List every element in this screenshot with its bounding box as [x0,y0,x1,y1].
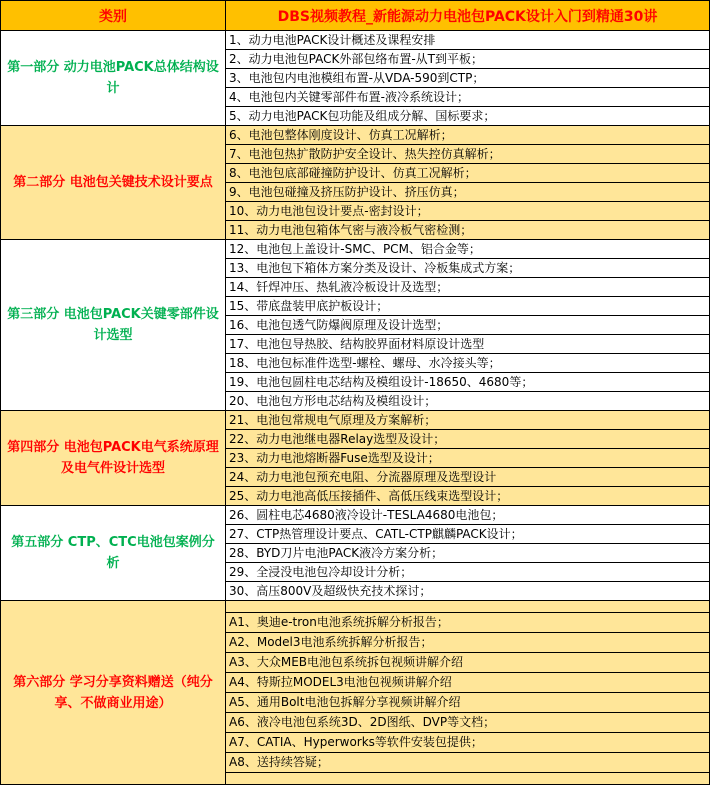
lesson-item: 2、动力电池包PACK外部包络布置-从T到平板； [226,50,710,69]
lesson-item: 5、动力电池PACK包功能及组成分解、国标要求； [226,107,710,126]
lesson-item: 1、动力电池PACK设计概述及课程安排 [226,31,710,50]
lesson-item: 16、电池包透气防爆阀原理及设计选型； [226,316,710,335]
lesson-item: 13、电池包下箱体方案分类及设计、冷板集成式方案； [226,259,710,278]
lesson-item: 12、电池包上盖设计-SMC、PCM、铝合金等； [226,240,710,259]
lesson-item: 29、全浸没电池包冷却设计分析； [226,563,710,582]
lesson-item: 10、动力电池包设计要点-密封设计； [226,202,710,221]
lesson-item: 22、动力电池继电器Relay选型及设计； [226,430,710,449]
lesson-item: 8、电池包底部碰撞防护设计、仿真工况解析； [226,164,710,183]
lesson-item: 26、圆柱电芯4680液冷设计-TESLA4680电池包； [226,506,710,525]
table-row [1,240,710,259]
section-1-label: 第一部分 动力电池PACK总体结构设计 [1,31,226,126]
lesson-item: 27、CTP热管理设计要点、CATL-CTP麒麟PACK设计； [226,525,710,544]
bonus-item: A5、通用Bolt电池包拆解分享视频讲解介绍 [226,693,710,713]
lesson-item: 20、电池包方形电芯结构及模组设计； [226,392,710,411]
lesson-item: 19、电池包圆柱电芯结构及模组设计-18650、4680等； [226,373,710,392]
section-4-label: 第四部分 电池包PACK电气系统原理及电气件设计选型 [1,411,226,506]
lesson-item: 15、带底盘装甲底护板设计； [226,297,710,316]
bonus-item: A6、液冷电池包系统3D、2D图纸、DVP等文档； [226,713,710,733]
category-header: 类别 [1,1,226,31]
table-row [1,411,710,430]
lesson-item: 21、电池包常规电气原理及方案解析； [226,411,710,430]
bonus-item: A8、送持续答疑； [226,753,710,773]
lesson-item: 25、动力电池高低压接插件、高低压线束选型设计； [226,487,710,506]
bonus-item: A3、大众MEB电池包系统拆包视频讲解介绍 [226,653,710,673]
section-3-label: 第三部分 电池包PACK关键零部件设计选型 [1,240,226,411]
table-row [1,601,710,613]
lesson-item: 9、电池包碰撞及挤压防护设计、挤压仿真； [226,183,710,202]
lesson-item: 18、电池包标准件选型-螺栓、螺母、水冷接头等； [226,354,710,373]
section-2-label: 第二部分 电池包关键技术设计要点 [1,126,226,240]
spacer-cell [226,601,710,613]
lesson-item: 6、电池包整体刚度设计、仿真工况解析； [226,126,710,145]
header-row [1,1,710,31]
lesson-item: 30、高压800V及超级快充技术探讨； [226,582,710,601]
lesson-item: 23、动力电池熔断器Fuse选型及设计； [226,449,710,468]
bonus-item: A1、奥迪e-tron电池系统拆解分析报告； [226,613,710,633]
lesson-item: 17、电池包导热胶、结构胶界面材料原设计选型 [226,335,710,354]
lesson-item: 28、BYD刀片电池PACK液冷方案分析； [226,544,710,563]
bonus-item: A2、Model3电池系统拆解分析报告； [226,633,710,653]
table-row [1,126,710,145]
bonus-item: A4、特斯拉MODEL3电池包视频讲解介绍 [226,673,710,693]
lesson-item: 4、电池包内关键零部件布置-液冷系统设计； [226,88,710,107]
spacer-cell [226,773,710,785]
lesson-item: 14、钎焊冲压、热轧液冷板设计及选型； [226,278,710,297]
table-row [1,506,710,525]
section-5-label: 第五部分 CTP、CTC电池包案例分析 [1,506,226,601]
lesson-item: 3、电池包内电池模组布置-从VDA-590到CTP； [226,69,710,88]
lesson-item: 11、动力电池包箱体气密与液冷板气密检测； [226,221,710,240]
bonus-item: A7、CATIA、Hyperworks等软件安装包提供； [226,733,710,753]
lesson-item: 7、电池包热扩散防护安全设计、热失控仿真解析； [226,145,710,164]
table-row [1,31,710,50]
lesson-item: 24、动力电池包预充电阻、分流器原理及选型设计 [226,468,710,487]
section-6-label: 第六部分 学习分享资料赠送（纯分享、不做商业用途） [1,601,226,785]
course-title-header: DBS视频教程_新能源动力电池包PACK设计入门到精通30讲 [226,1,710,31]
